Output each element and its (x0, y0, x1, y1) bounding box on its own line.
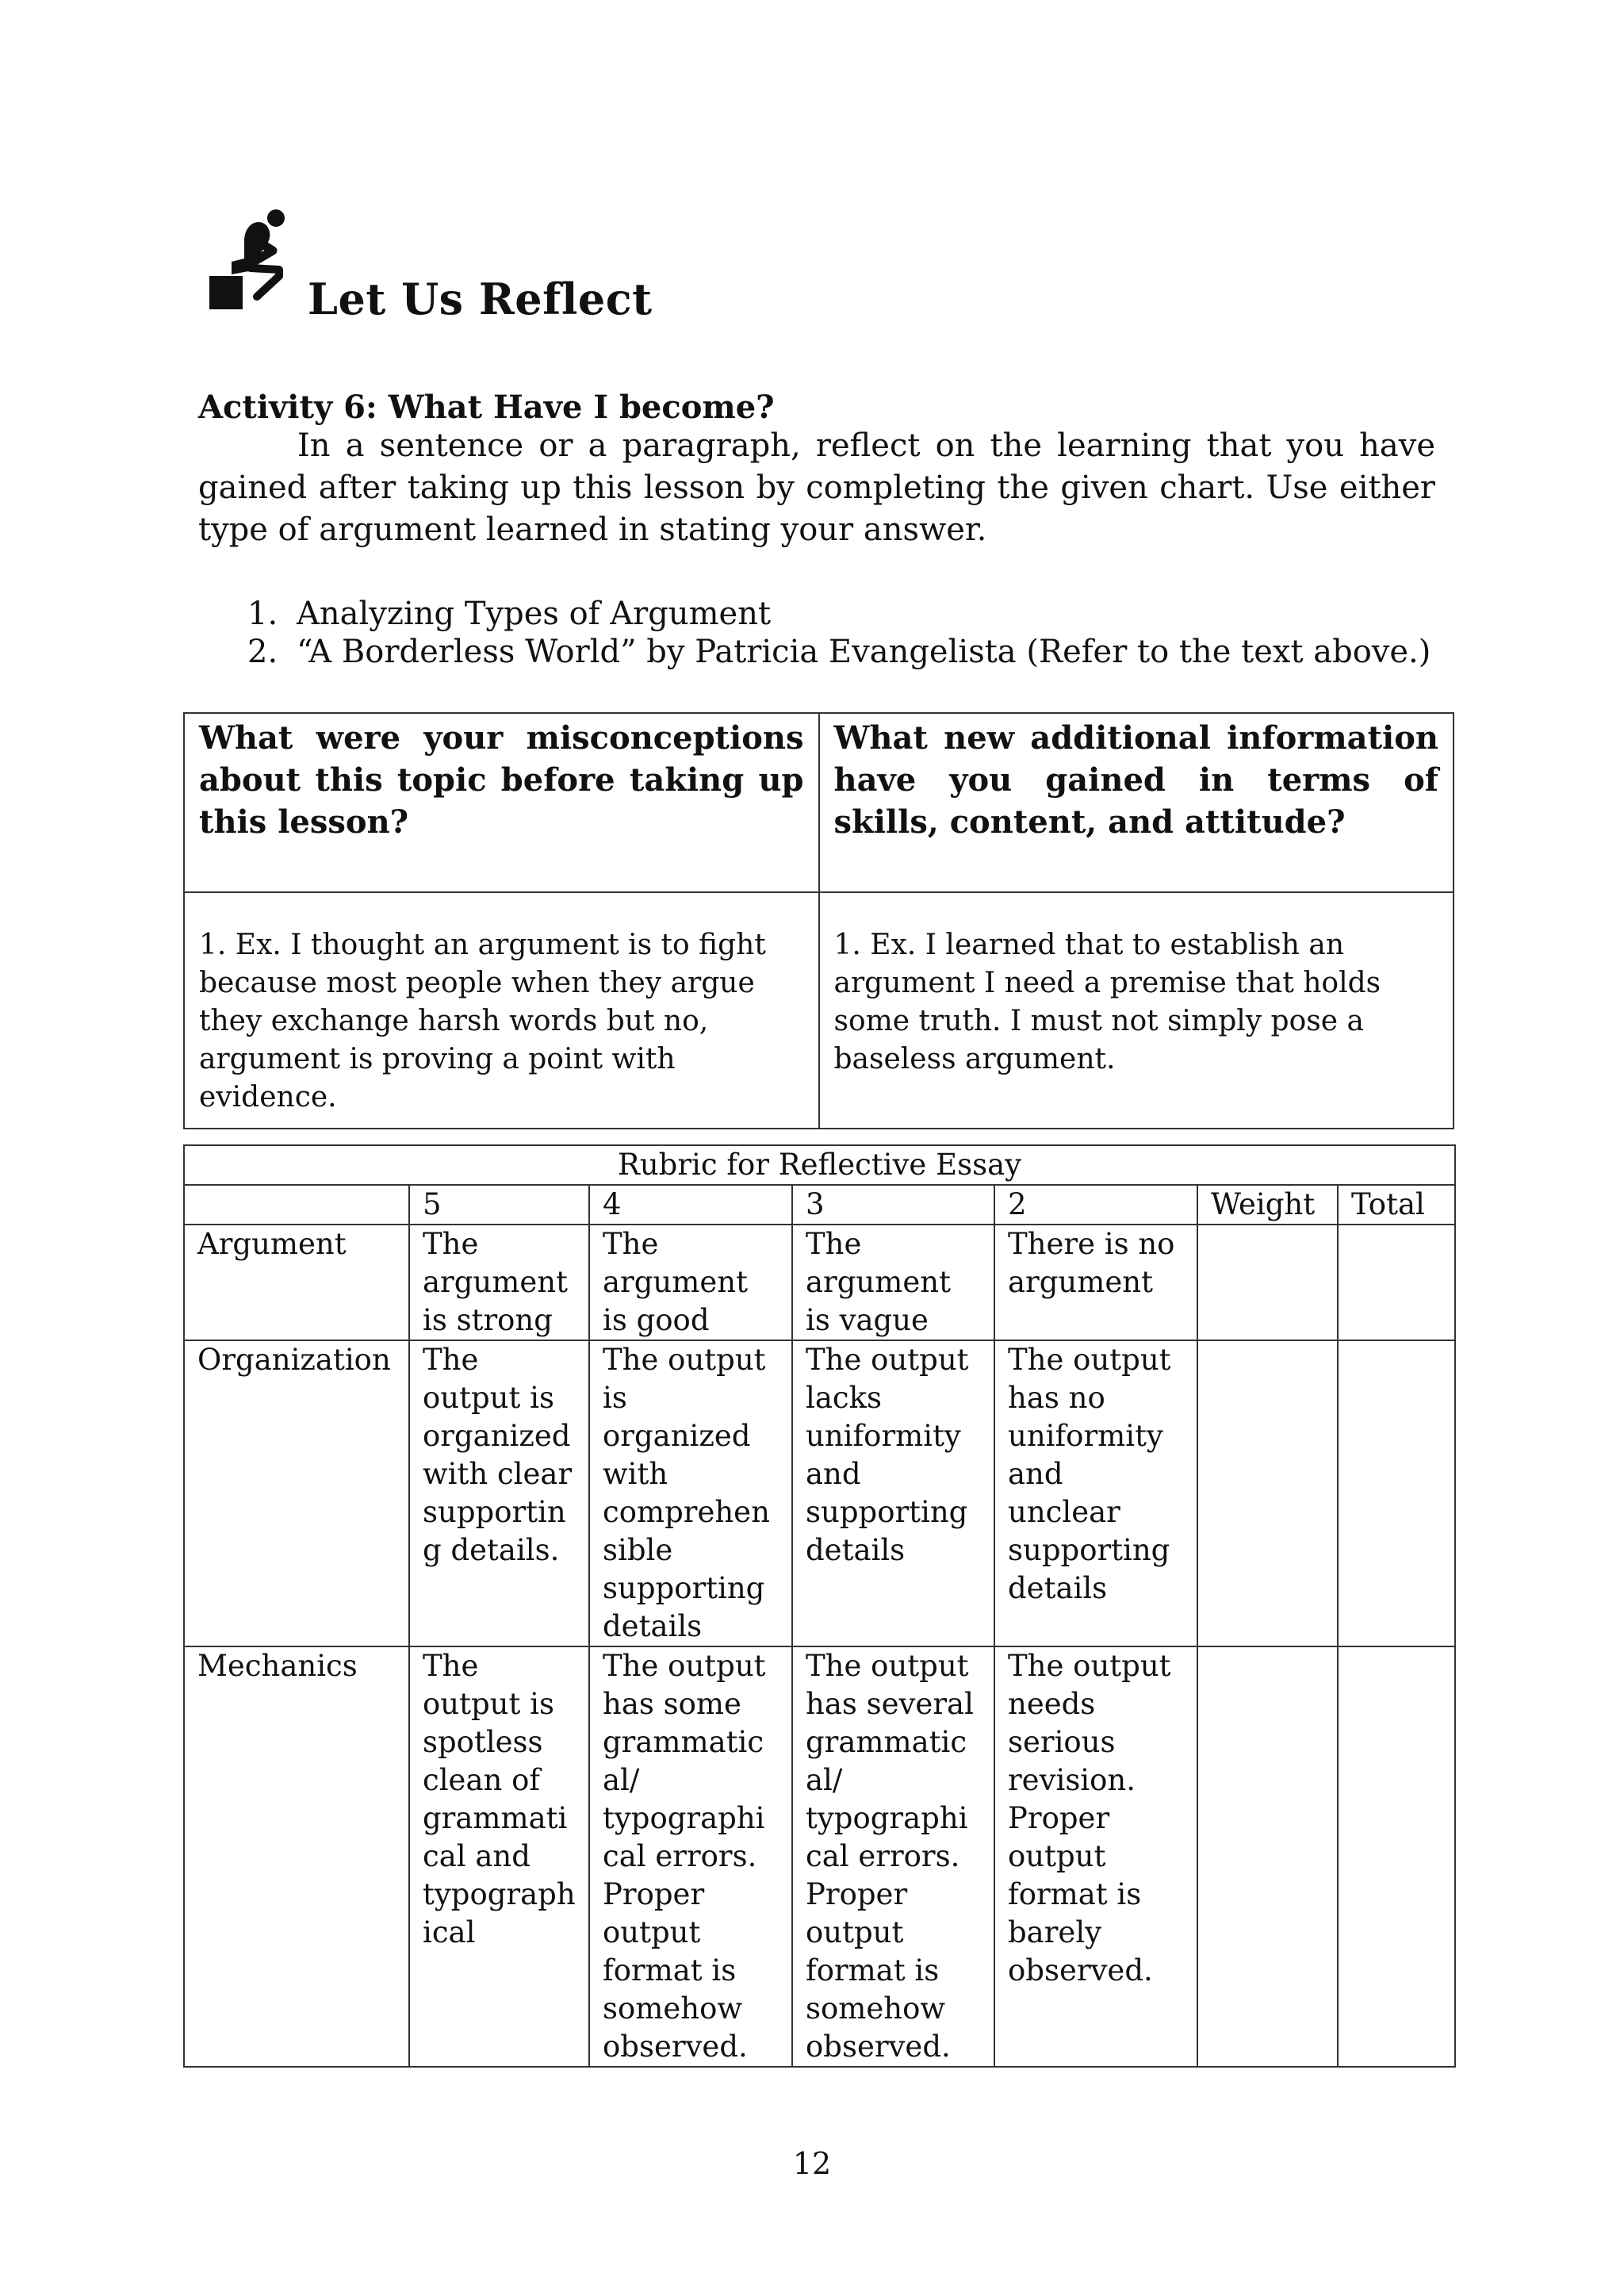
table-row (184, 892, 1454, 1129)
criterion-cell: Argument (184, 1225, 409, 1340)
activity-title: Activity 6: What Have I become? (198, 389, 775, 426)
rubric-cell: The output has no uniformity and unclear supporting details (994, 1340, 1197, 1646)
page-number: 12 (792, 2146, 832, 2181)
rubric-cell: The output is organized with clear supportin g details. (409, 1340, 589, 1646)
total-cell[interactable] (1338, 1340, 1455, 1646)
list-item-text: “A Borderless World” by Patricia Evangelista (Refer to the text above.) (297, 634, 1431, 670)
rubric-cell: The argument is vague (792, 1225, 994, 1340)
table-row (184, 1145, 1455, 1185)
rubric-table (183, 1144, 1456, 2068)
column-header: Total (1338, 1185, 1455, 1225)
column-header: 4 (589, 1185, 792, 1225)
rubric-cell: The output is spotless clean of grammati cal and typograph ical (409, 1646, 589, 2067)
total-cell[interactable] (1338, 1646, 1455, 2067)
list-item-text: Analyzing Types of Argument (297, 596, 772, 632)
rubric-cell: The argument is good (589, 1225, 792, 1340)
list-item (198, 595, 1467, 633)
reflection-chart (183, 712, 1454, 1129)
column-header: 2 (994, 1185, 1197, 1225)
rubric-cell: The output lacks uniformity and supporting details (792, 1340, 994, 1646)
table-row (184, 1340, 1455, 1646)
rubric-cell: The output has several grammatic al/ typographi cal errors. Proper output format is somehow observed. (792, 1646, 994, 2067)
misconceptions-header: What were your misconceptions about this topic before taking up this lesson? (184, 713, 819, 892)
weight-cell[interactable] (1197, 1340, 1338, 1646)
rubric-cell: The output is organized with comprehen sible supporting details (589, 1340, 792, 1646)
list-item-number: 1. (247, 596, 278, 632)
thinking-person-icon (208, 203, 297, 311)
total-cell[interactable] (1338, 1225, 1455, 1340)
list-item-number: 2. (247, 634, 278, 670)
column-header: 5 (409, 1185, 589, 1225)
activity-instructions: In a sentence or a paragraph, reflect on the learning that you have gained after taking up this lesson by completing the given chart. Use either type of argument learned in stating your answer. (198, 427, 1435, 548)
table-row (184, 1185, 1455, 1225)
rubric-cell: The argument is strong (409, 1225, 589, 1340)
criterion-cell: Organization (184, 1340, 409, 1646)
table-row (184, 713, 1454, 892)
criterion-cell: Mechanics (184, 1646, 409, 2067)
column-header: Weight (1197, 1185, 1338, 1225)
table-row (184, 1646, 1455, 2067)
column-header (184, 1185, 409, 1225)
misconceptions-answer[interactable]: 1. Ex. I thought an argument is to fight because most people when they argue they exchange harsh words but no, argument is proving a point with evidence. (184, 892, 819, 1129)
section-title: Let Us Reflect (308, 274, 653, 324)
rubric-caption: Rubric for Reflective Essay (184, 1145, 1455, 1185)
topic-list (198, 595, 1467, 671)
list-item (198, 633, 1467, 671)
new-information-header: What new additional information have you gained in terms of skills, content, and attitude? (819, 713, 1454, 892)
column-header: 3 (792, 1185, 994, 1225)
weight-cell[interactable] (1197, 1225, 1338, 1340)
table-row (184, 1225, 1455, 1340)
weight-cell[interactable] (1197, 1646, 1338, 2067)
rubric-cell: There is no argument (994, 1225, 1197, 1340)
rubric-cell: The output needs serious revision. Proper output format is barely observed. (994, 1646, 1197, 2067)
new-information-answer[interactable]: 1. Ex. I learned that to establish an argument I need a premise that holds some truth. I must not simply pose a baseless argument. (819, 892, 1454, 1129)
rubric-cell: The output has some grammatic al/ typographi cal errors. Proper output format is somehow observed. (589, 1646, 792, 2067)
